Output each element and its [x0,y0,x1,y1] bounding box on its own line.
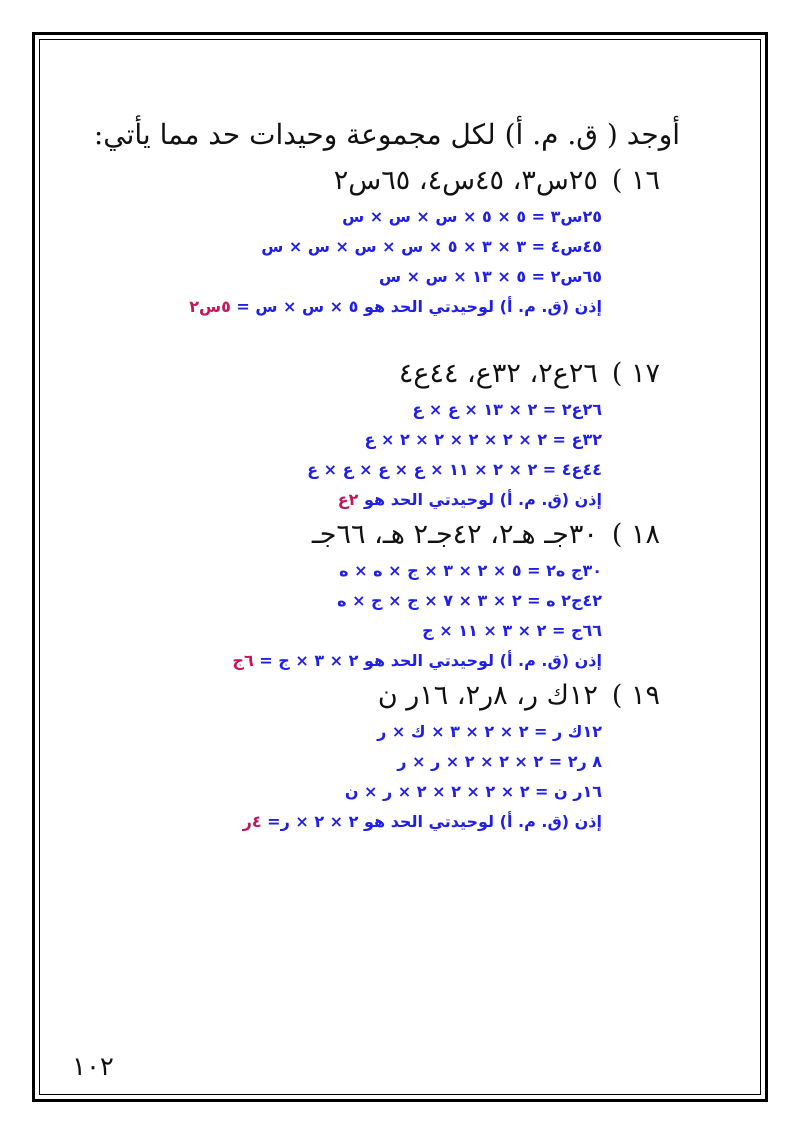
conclusion-text: إذن (ق. م. أ) لوحيدتي الحد هو [358,490,602,509]
answer-value: ٢ع [337,490,359,509]
problem-number: ١٩ ) [611,680,660,711]
factorization-step: ١٦ر ن = ٢ × ٢ × ٢ × ٢ × ر × ن [344,782,602,801]
factorization-step: ٦٥س٢ = ٥ × ١٣ × س × س [378,267,602,286]
problem-number: ١٦ ) [611,165,660,196]
conclusion-text: إذن (ق. م. أ) لوحيدتي الحد هو ٥ × س × س = [230,297,602,316]
conclusion-line [80,485,602,515]
problem-19 [80,680,680,837]
answer-value: ٦ج [232,651,254,670]
factorization-step: ٨ ر٢ = ٢ × ٢ × ٢ × ر × ر [397,752,602,771]
factorization-step: ١٢ك ر = ٢ × ٢ × ٣ × ك × ر [377,722,602,741]
problem-header [80,519,660,550]
problem-expression: ٣٠جـ هـ٢، ٤٢جـ٢ هـ، ٦٦جـ [311,519,598,550]
problem-expression: ١٢ك ر، ٨ر٢، ١٦ر ن [377,680,598,711]
problem-16 [80,165,680,322]
problem-header [80,358,660,389]
factorization-step: ٤٢ج٢ ه = ٢ × ٣ × ٧ × ج × ج × ه [337,591,602,610]
answer-value: ٤ر [242,812,262,831]
problem-header [80,165,660,196]
factorization-step: ٦٦ج = ٢ × ٣ × ١١ × ج [422,621,602,640]
factorization-step: ٢٦ع٢ = ٢ × ١٣ × ع × ع [412,400,602,419]
page-number: ١٠٢ [72,1052,114,1082]
factorization-step: ٣٠ج ه٢ = ٥ × ٢ × ٣ × ج × ه × ه [339,561,602,580]
problem-18 [80,519,680,676]
conclusion-text: إذن (ق. م. أ) لوحيدتي الحد هو ٢ × ٣ × ج = [253,651,602,670]
problem-number: ١٧ ) [611,358,660,389]
factorization-step: ٢٥س٣ = ٥ × ٥ × س × س × س [342,207,602,226]
problem-number: ١٨ ) [611,519,660,550]
factorization-step: ٤٤ع٤ = ٢ × ٢ × ١١ × ع × ع × ع × ع [307,460,602,479]
conclusion-line [80,646,602,676]
instruction-heading: أوجد ( ق. م. أ) لكل مجموعة وحيدات حد مما يأتي: [93,118,680,151]
worksheet-content [80,118,680,843]
answer-value: ٥س٢ [189,297,231,316]
conclusion-text: إذن (ق. م. أ) لوحيدتي الحد هو ٢ × ٢ × ر= [261,812,602,831]
problem-expression: ٢٥س٣، ٤٥س٤، ٦٥س٢ [333,165,598,196]
solution-steps [80,202,602,322]
solution-steps [80,717,602,837]
factorization-step: ٣٢ع = ٢ × ٢ × ٢ × ٢ × ٢ × ع [364,430,602,449]
problem-expression: ٢٦ع٢، ٣٢ع، ٤٤ع٤ [398,358,598,389]
conclusion-line [80,292,602,322]
problem-17 [80,358,680,515]
problem-header [80,680,660,711]
solution-steps [80,556,602,676]
conclusion-line [80,807,602,837]
factorization-step: ٤٥س٤ = ٣ × ٣ × ٥ × س × س × س × س [261,237,602,256]
solution-steps [80,395,602,515]
